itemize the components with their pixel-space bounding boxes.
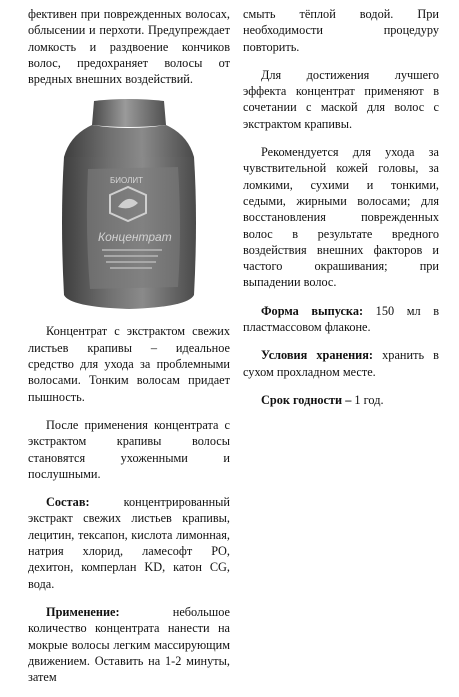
usage-text: небольшое количество концентрата нанести на мокрые волосы легким массирующим движением. Оставить на 1-2 минуты, затем <box>28 604 230 685</box>
shelf-life-label: Срок годности – <box>261 392 352 407</box>
usage-paragraph <box>28 604 230 685</box>
right-column <box>243 6 439 420</box>
product-photo <box>28 99 230 311</box>
recommendation-paragraph: Рекомендуется для ухода за чувствительной кожей головы, за ломкими, сухими и тонкими, седыми, жирными волосами; для восстановления поврежденных волос в результате вредного воздействия внешних факторов и частого окрашивания; при выпадении волос. <box>243 145 439 290</box>
storage-paragraph <box>243 347 439 380</box>
storage-text: хранить в сухом прохладном месте. <box>243 348 439 379</box>
release-form-paragraph <box>243 303 439 336</box>
rinse-paragraph: смыть тёплой водой. При необходимости процедуру повторить. <box>243 7 439 54</box>
release-form-label: Форма выпуска: <box>261 303 364 318</box>
effect-paragraph: Для достижения лучшего эффекта концентрат применяют в сочетании с маской для волос с экстрактом крапивы. <box>243 67 439 131</box>
release-form-text: 150 мл в пластмассовом флаконе. <box>243 303 439 335</box>
intro-paragraph: фективен при поврежденных волосах, облысении и перхоти. Предупреждает ломкость и раздвоение кончиков волос, предохраняет волосы от вредных внешних воздействий. <box>28 7 230 87</box>
bottle-brand-text: БИОЛИТ <box>110 176 144 186</box>
result-paragraph: После применения концентрата с экстрактом крапивы волосы становятся ухоженными и послушными. <box>28 417 230 481</box>
storage-label: Условия хранения: <box>261 348 374 363</box>
composition-paragraph <box>28 494 230 592</box>
left-column <box>28 6 230 697</box>
shelf-life-paragraph <box>243 392 439 408</box>
usage-label: Применение: <box>46 604 120 619</box>
composition-label: Состав: <box>46 495 90 510</box>
composition-text: концентрированный экстракт свежих листьев крапивы, лецитин, тексапон, кислота лимонная, натрия хлорид, ламесофт PO, дехитон, комперлан KD, катон CG, вода. <box>28 495 230 591</box>
nettle-paragraph: Концентрат с экстрактом свежих листьев крапивы – идеальное средство для ухода за проблемными волосами. Тонким волосам придает пышность. <box>28 324 230 404</box>
bottle-product-text: Концентрат <box>98 230 172 245</box>
bottle-image <box>28 99 230 311</box>
shelf-life-text: 1 год. <box>351 392 384 407</box>
